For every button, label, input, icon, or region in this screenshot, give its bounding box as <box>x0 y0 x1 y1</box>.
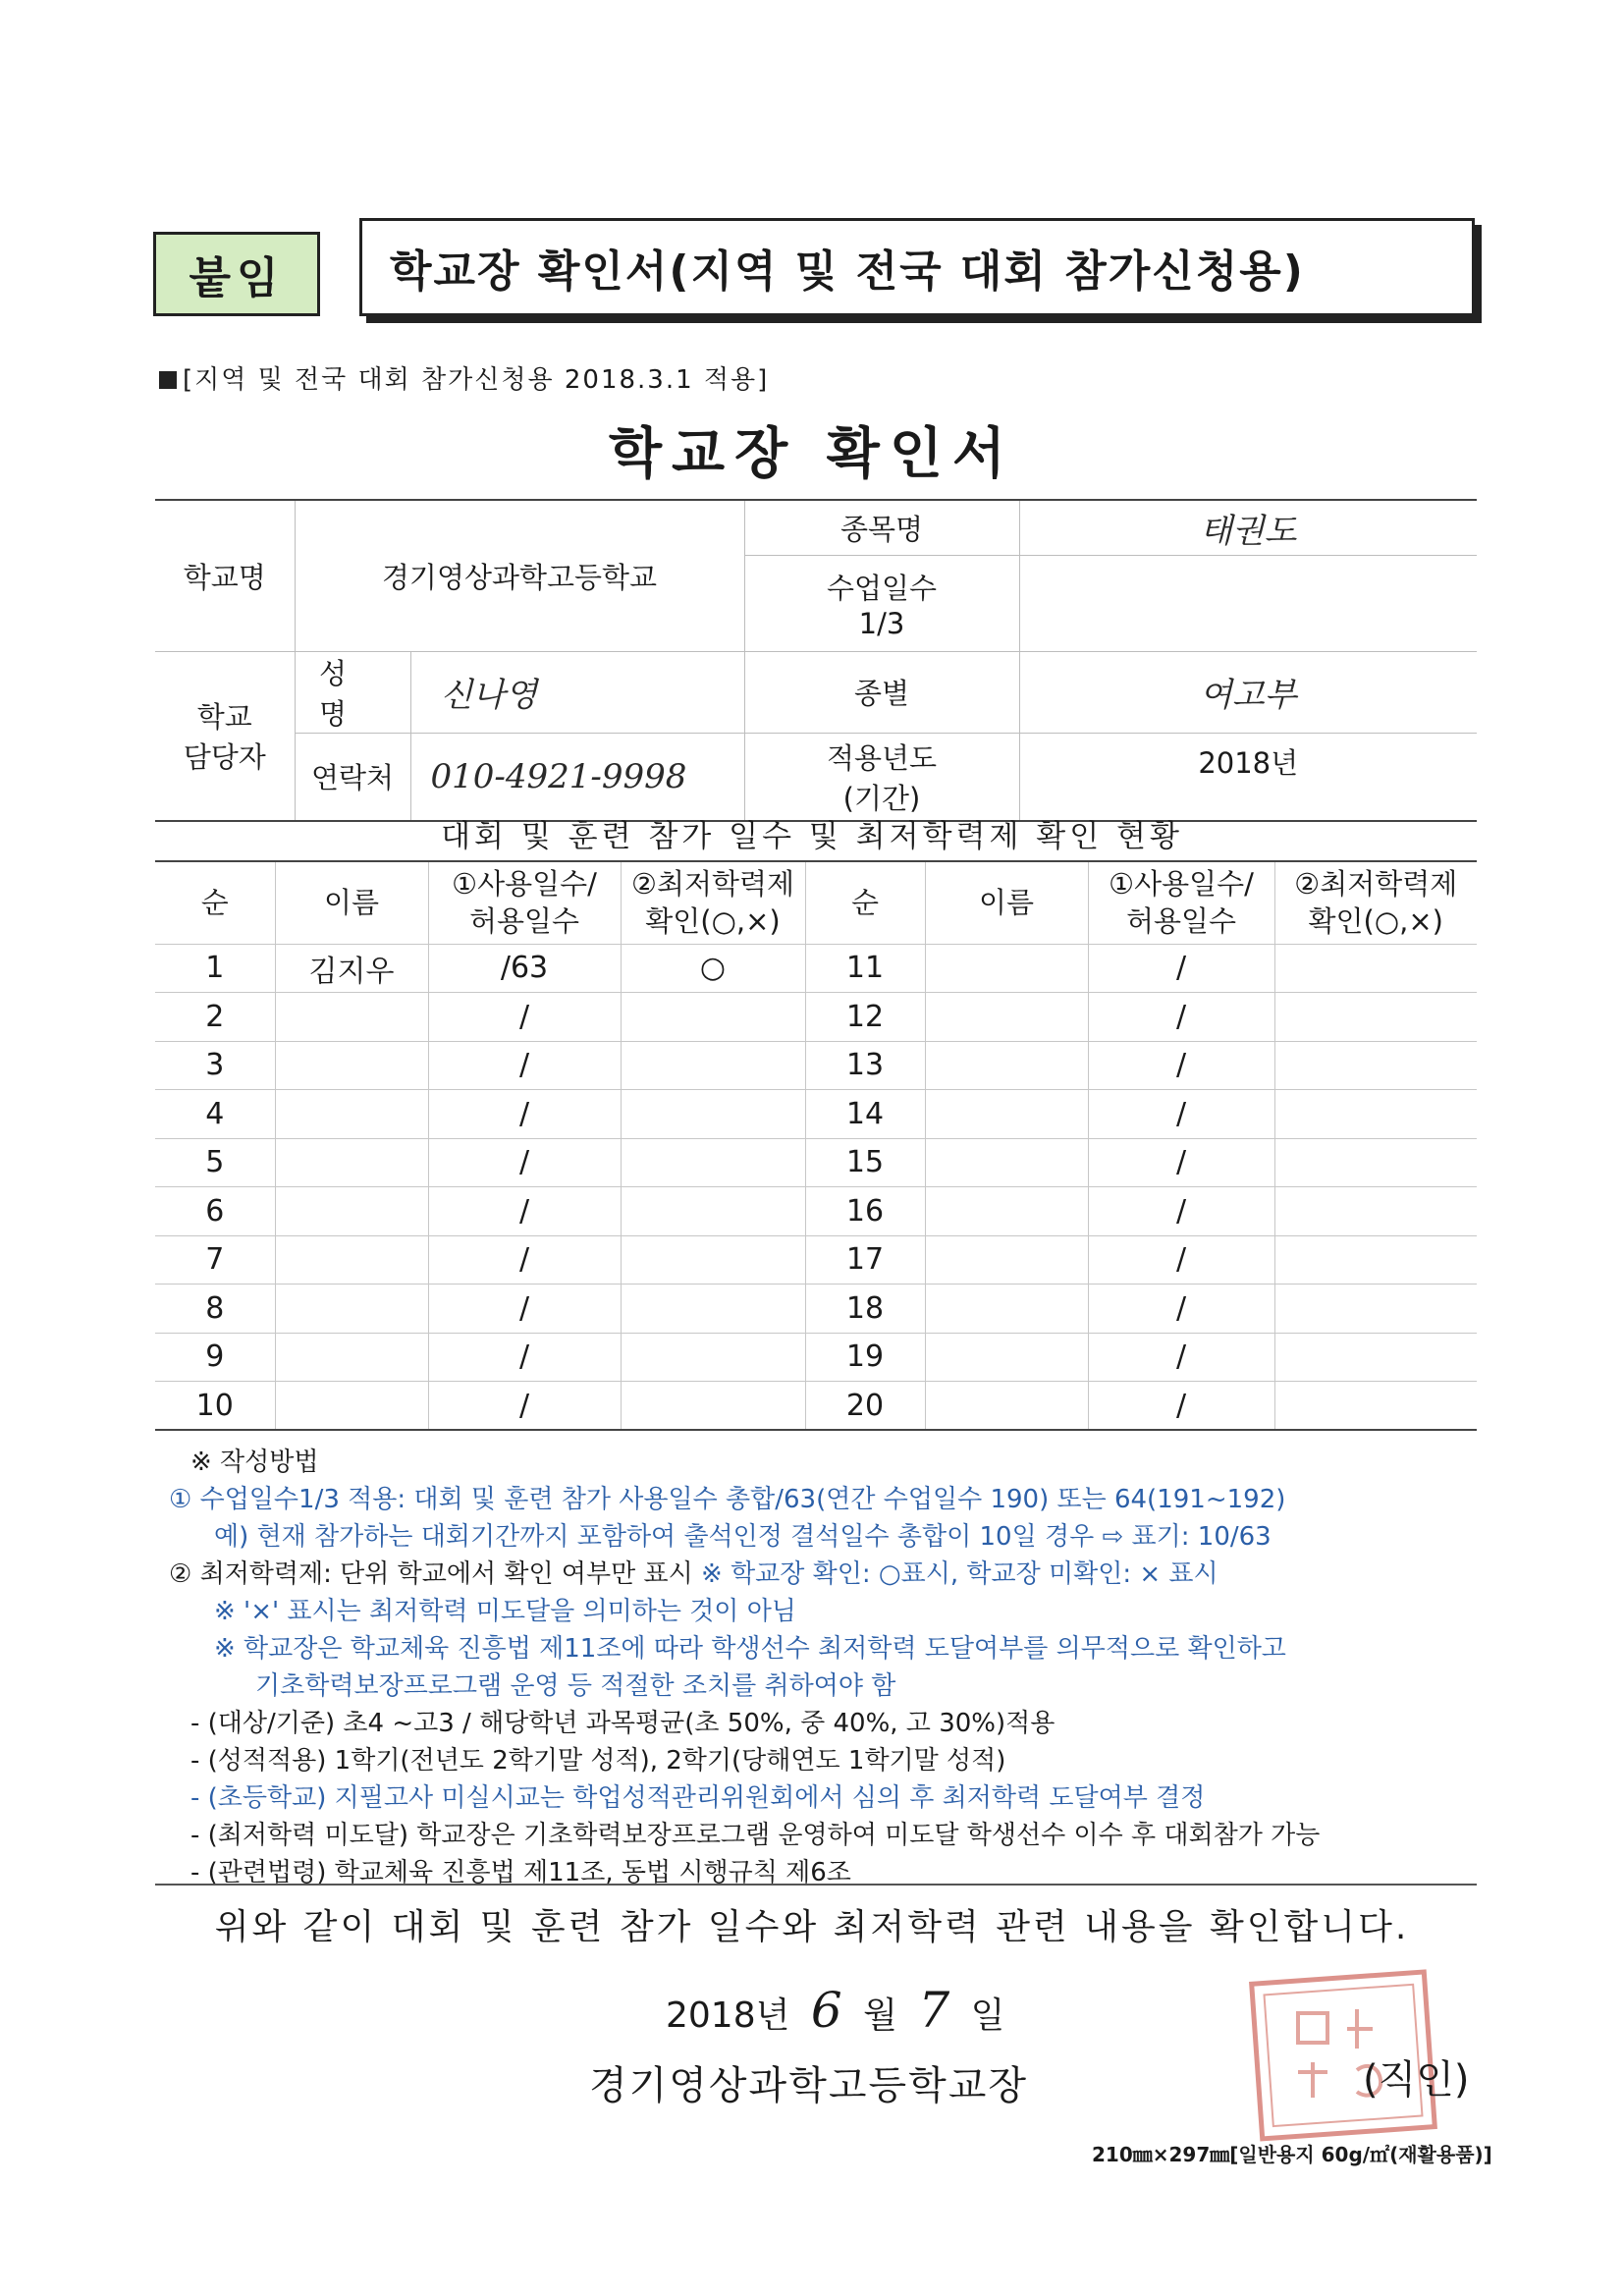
row-no-left: 4 <box>155 1090 275 1139</box>
row-days-left: / <box>428 1041 621 1090</box>
detail-1: - (대상/기준) 초4 ~고3 / 해당학년 과목평균(초 50%, 중 40%, 고 30%)적용 <box>190 1709 1056 1738</box>
row-name-right <box>925 1382 1088 1431</box>
header-name-right: 이름 <box>925 861 1088 944</box>
row-no-right: 16 <box>805 1187 925 1236</box>
row-check-right <box>1274 1235 1477 1285</box>
staff-label <box>155 651 295 821</box>
row-days-right: / <box>1088 1090 1274 1139</box>
row-days-right: / <box>1088 1235 1274 1285</box>
row-no-left: 2 <box>155 993 275 1042</box>
row-days-right: / <box>1088 944 1274 993</box>
row-days-right: / <box>1088 1138 1274 1187</box>
section-title: 대회 및 훈련 참가 일수 및 최저학력제 확인 현황 <box>441 819 1183 854</box>
row-name-left <box>275 1235 428 1285</box>
table-row <box>155 1333 1477 1382</box>
note-4-cont: 기초학력보장프로그램 운영 등 적절한 조치를 취하여야 함 <box>255 1671 896 1701</box>
row-check-left <box>621 1235 805 1285</box>
header-name-left: 이름 <box>275 861 428 944</box>
divider <box>155 1884 1477 1886</box>
detail-4: - (최저학력 미도달) 학교장은 기초학력보장프로그램 운영하여 미도달 학생선수 이수 후 대회참가 가능 <box>190 1821 1321 1850</box>
note-4: ※ 학교장은 학교체육 진흥법 제11조에 따라 학생선수 최저학력 도달여부를 의무적으로 확인하고 <box>214 1634 1286 1664</box>
row-name-right <box>925 944 1088 993</box>
row-name-right <box>925 1187 1088 1236</box>
principal-name: 경기영상과학고등학교장 <box>589 2063 1029 2108</box>
row-days-right: / <box>1088 993 1274 1042</box>
subnote <box>159 359 769 396</box>
row-name-right <box>925 1090 1088 1139</box>
school-label: 학교명 <box>155 500 295 651</box>
row-check-right <box>1274 1041 1477 1090</box>
row-name-left: 김지우 <box>275 944 428 993</box>
row-name-right <box>925 993 1088 1042</box>
attachment-tag: 붙임 <box>153 232 320 316</box>
header-min-right <box>1274 861 1477 944</box>
row-no-right: 13 <box>805 1041 925 1090</box>
row-no-right: 20 <box>805 1382 925 1431</box>
row-check-right <box>1274 1090 1477 1139</box>
table-row <box>155 944 1477 993</box>
name-label: 성 명 <box>295 651 410 733</box>
contact-value: 010-4921-9998 <box>410 733 744 821</box>
header-min-left-line2: 확인(○,×) <box>645 904 781 939</box>
year-label-line2: (기간) <box>842 781 921 815</box>
row-days-left: / <box>428 993 621 1042</box>
note-1-example: 예) 현재 참가하는 대회기간까지 포함하여 출석인정 결석일수 총합이 10일 경우 ⇨ 표기: 10/63 <box>214 1522 1272 1552</box>
detail-2: - (성적적용) 1학기(전년도 2학기말 성적), 2학기(당해연도 1학기말 성적) <box>190 1746 1006 1776</box>
row-name-right <box>925 1235 1088 1285</box>
row-name-left <box>275 1333 428 1382</box>
row-check-right <box>1274 1187 1477 1236</box>
row-check-left <box>621 1138 805 1187</box>
paper-spec: 210㎜×297㎜[일반용지 60g/㎡(재활용품)] <box>1092 2143 1492 2166</box>
row-days-right: / <box>1088 1285 1274 1334</box>
date-day-label: 일 <box>970 1995 1005 2036</box>
info-table <box>155 499 1477 822</box>
staff-label-line1: 학교 <box>196 700 252 735</box>
row-no-right: 18 <box>805 1285 925 1334</box>
note-1: ① 수업일수1/3 적용: 대회 및 훈련 참가 사용일수 총합/63(연간 수업일수 190) 또는 64(191~192) <box>169 1485 1286 1514</box>
header-days-right-line2: 허용일수 <box>1125 904 1237 939</box>
event-label: 종목명 <box>744 500 1019 555</box>
year-value: 2018년 <box>1019 733 1477 821</box>
contact-label: 연락처 <box>295 733 410 821</box>
row-name-left <box>275 1285 428 1334</box>
row-name-right <box>925 1333 1088 1382</box>
header-min-right-line1: ②최저학력제 <box>1294 867 1458 902</box>
header-days-left-line2: 허용일수 <box>468 904 580 939</box>
row-no-left: 9 <box>155 1333 275 1382</box>
header-no-right: 순 <box>805 861 925 944</box>
row-days-right: / <box>1088 1041 1274 1090</box>
note-2-mark: ※ 학교장 확인: ○표시, 학교장 미확인: × 표시 <box>692 1559 1218 1589</box>
header-days-right-line1: ①사용일수/ <box>1109 867 1254 902</box>
row-no-left: 6 <box>155 1187 275 1236</box>
table-header-row <box>155 861 1477 944</box>
row-no-right: 11 <box>805 944 925 993</box>
row-days-left: / <box>428 1333 621 1382</box>
table-row <box>155 1138 1477 1187</box>
header-min-left-line1: ②최저학력제 <box>630 867 795 902</box>
category-label: 종별 <box>744 651 1019 733</box>
table-row <box>155 1187 1477 1236</box>
event-value: 태권도 <box>1019 500 1477 555</box>
row-name-left <box>275 1382 428 1431</box>
notes-heading: ※ 작성방법 <box>190 1448 319 1477</box>
row-no-right: 19 <box>805 1333 925 1382</box>
row-check-right <box>1274 1285 1477 1334</box>
date-month: 6 <box>810 1982 842 2039</box>
header-title: 학교장 확인서(지역 및 전국 대회 참가신청용) <box>359 218 1475 316</box>
row-days-right: / <box>1088 1382 1274 1431</box>
note-2-main: ② 최저학력제: 단위 학교에서 확인 여부만 표시 <box>169 1559 693 1589</box>
row-check-right <box>1274 993 1477 1042</box>
table-row <box>155 1090 1477 1139</box>
row-name-left <box>275 1187 428 1236</box>
header-days-left <box>428 861 621 944</box>
row-no-right: 17 <box>805 1235 925 1285</box>
row-days-left: / <box>428 1090 621 1139</box>
participation-table <box>155 860 1477 1431</box>
row-no-left: 1 <box>155 944 275 993</box>
row-no-left: 8 <box>155 1285 275 1334</box>
header-no-left: 순 <box>155 861 275 944</box>
row-no-left: 5 <box>155 1138 275 1187</box>
detail-3: - (초등학교) 지필고사 미실시교는 학업성적관리위원회에서 심의 후 최저학력 도달여부 결정 <box>190 1783 1206 1813</box>
detail-5: - (관련법령) 학교체육 진흥법 제11조, 동법 시행규칙 제6조 <box>190 1858 851 1887</box>
row-days-left: / <box>428 1382 621 1431</box>
table-row <box>155 1041 1477 1090</box>
row-days-right: / <box>1088 1187 1274 1236</box>
days-label <box>744 555 1019 651</box>
confirm-text: 위와 같이 대회 및 훈련 참가 일수와 최저학력 관련 내용을 확인합니다. <box>214 1907 1410 1947</box>
header-min-left <box>621 861 805 944</box>
row-check-left: ○ <box>621 944 805 993</box>
row-name-left <box>275 993 428 1042</box>
table-row <box>155 1285 1477 1334</box>
name-value: 신나영 <box>410 651 744 733</box>
table-row <box>155 1382 1477 1431</box>
row-no-right: 15 <box>805 1138 925 1187</box>
note-2 <box>169 1556 1485 1593</box>
row-name-left <box>275 1090 428 1139</box>
row-check-right <box>1274 1382 1477 1431</box>
row-name-right <box>925 1285 1088 1334</box>
row-no-right: 12 <box>805 993 925 1042</box>
row-check-left <box>621 1382 805 1431</box>
square-bullet-icon <box>159 371 177 389</box>
row-name-left <box>275 1041 428 1090</box>
row-check-right <box>1274 944 1477 993</box>
days-label-line1: 수업일수 <box>826 571 938 605</box>
table-row <box>155 1235 1477 1285</box>
row-name-left <box>275 1138 428 1187</box>
row-days-left: / <box>428 1235 621 1285</box>
row-check-right <box>1274 1138 1477 1187</box>
days-value <box>1019 555 1477 651</box>
school-value: 경기영상과학고등학교 <box>295 500 744 651</box>
year-label-line1: 적용년도 <box>826 740 938 775</box>
row-check-left <box>621 1333 805 1382</box>
row-no-right: 14 <box>805 1090 925 1139</box>
header-days-left-line1: ①사용일수/ <box>452 867 597 902</box>
row-check-left <box>621 1285 805 1334</box>
date-day: 7 <box>918 1982 950 2039</box>
writing-instructions <box>169 1444 1485 1891</box>
row-days-right: / <box>1088 1333 1274 1382</box>
subnote-text: [지역 및 전국 대회 참가신청용 2018.3.1 적용] <box>183 365 770 395</box>
row-days-left: / <box>428 1285 621 1334</box>
row-name-right <box>925 1138 1088 1187</box>
document-title: 학교장 확인서 <box>608 422 1016 486</box>
row-check-right <box>1274 1333 1477 1382</box>
category-value: 여고부 <box>1019 651 1477 733</box>
row-check-left <box>621 1041 805 1090</box>
date-month-label: 월 <box>863 1995 897 2036</box>
row-days-left: / <box>428 1138 621 1187</box>
row-check-left <box>621 1187 805 1236</box>
date <box>666 1982 1004 2039</box>
header-days-right <box>1088 861 1274 944</box>
row-no-left: 7 <box>155 1235 275 1285</box>
row-check-left <box>621 1090 805 1139</box>
staff-label-line2: 담당자 <box>183 740 266 775</box>
note-3: ※ '×' 표시는 최저학력 미도달을 의미하는 것이 아님 <box>214 1597 796 1626</box>
row-name-right <box>925 1041 1088 1090</box>
date-year: 2018년 <box>666 1995 790 2036</box>
row-no-left: 10 <box>155 1382 275 1431</box>
row-days-left: / <box>428 1187 621 1236</box>
days-label-line2: 1/3 <box>858 606 905 640</box>
row-check-left <box>621 993 805 1042</box>
table-row <box>155 993 1477 1042</box>
seal-label: (직인) <box>1363 2057 1470 2103</box>
year-label <box>744 733 1019 821</box>
row-no-left: 3 <box>155 1041 275 1090</box>
row-days-left: /63 <box>428 944 621 993</box>
header-min-right-line2: 확인(○,×) <box>1308 904 1443 939</box>
